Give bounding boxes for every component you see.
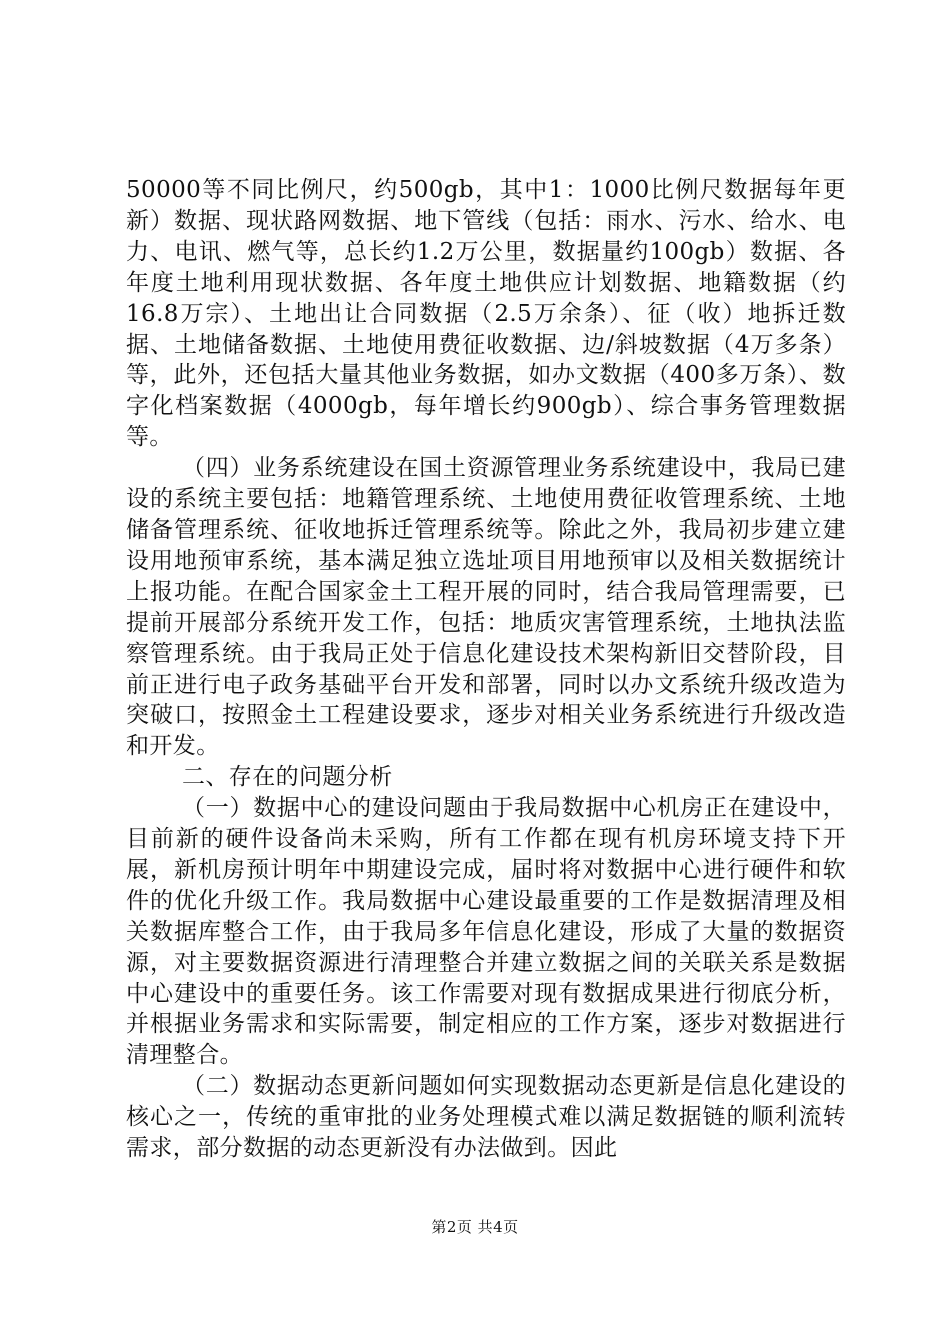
paragraph-dynamic-update-issue: （二）数据动态更新问题如何实现数据动态更新是信息化建设的核心之一，传统的重审批的业务处理模式难以满足数据链的顺利流转需求，部分数据的动态更新没有办法做到。因此: [126, 1073, 846, 1162]
paragraph-data-center-issue: （一）数据中心的建设问题由于我局数据中心机房正在建设中，目前新的硬件设备尚未采购，所有工作都在现有机房环境支持下开展，新机房预计明年中期建设完成，届时将对数据中心进行硬件和软件的优化升级工作。我局数据中心建设最重要的工作是数据清理及相关数据库整合工作，由于我局多年信息化建设，形成了大量的数据资源，对主要数据资源进行清理整合并建立数据之间的关联关系是数据中心建设中的重要任务。该工作需要对现有数据成果进行彻底分析，并根据业务需求和实际需要，制定相应的工作方案，逐步对数据进行清理整合。: [126, 795, 846, 1069]
section-heading-problem-analysis: 二、存在的问题分析: [182, 764, 393, 791]
page-footer: 第2页 共4页: [431, 1218, 519, 1236]
paragraph-data-list-continued: 50000等不同比例尺，约500gb，其中1：1000比例尺数据每年更新）数据、现状路网数据、地下管线（包括：雨水、污水、给水、电力、电讯、燃气等，总长约1.2万公里，数据量约100gb）数据、各年度土地利用现状数据、各年度土地供应计划数据、地籍数据（约16.8万宗）、土地出让合同数据（2.5万余条）、征（收）地拆迁数据、土地储备数据、土地使用费征收数据、边/斜坡数据（4万多条）等，此外，还包括大量其他业务数据，如办文数据（400多万条）、数字化档案数据（4000gb，每年增长约900gb）、综合事务管理数据等。: [126, 177, 846, 451]
paragraph-business-systems: （四）业务系统建设在国土资源管理业务系统建设中，我局已建设的系统主要包括：地籍管理系统、土地使用费征收管理系统、土地储备管理系统、征收地拆迁管理系统等。除此之外，我局初步建立建设用地预审系统，基本满足独立选址项目用地预审以及相关数据统计上报功能。在配合国家金土工程开展的同时，结合我局管理需要，已提前开展部分系统开发工作，包括：地质灾害管理系统，土地执法监察管理系统。由于我局正处于信息化建设技术架构新旧交替阶段，目前正进行电子政务基础平台开发和部署，同时以办文系统升级改造为突破口，按照金土工程建设要求，逐步对相关业务系统进行升级改造和开发。: [126, 455, 846, 760]
document-body: [126, 175, 846, 1164]
